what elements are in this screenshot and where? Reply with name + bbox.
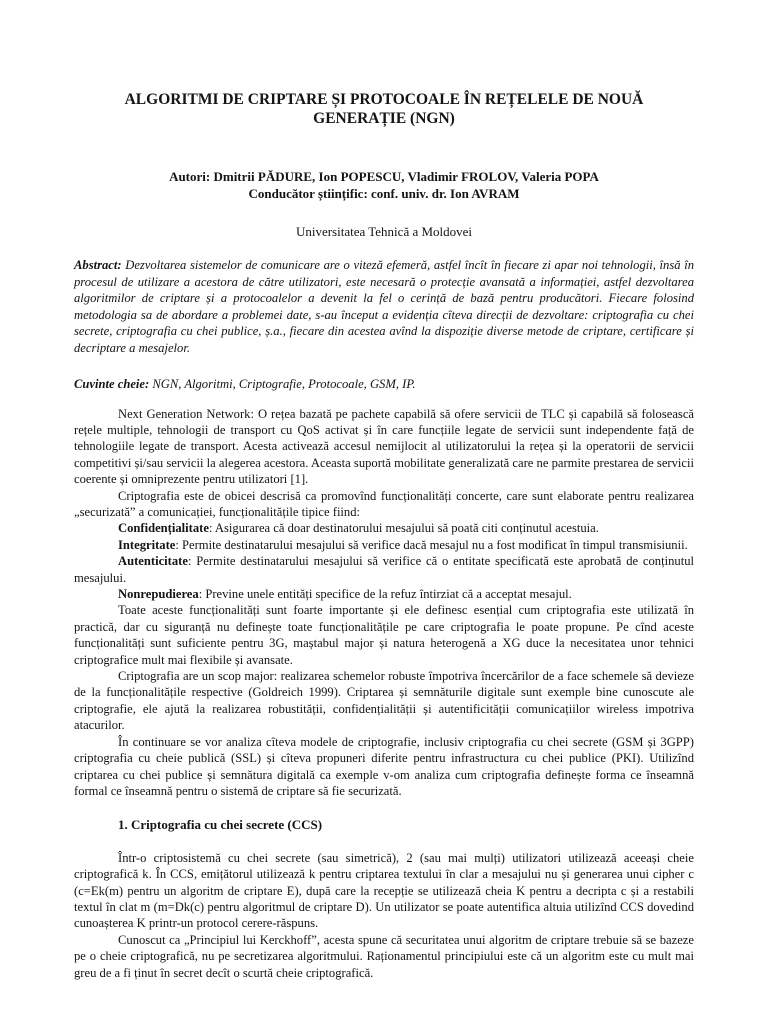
paragraph-cryptography-intro: Criptografia este de obicei descrisă ca promovînd funcționalități concerte, care sunt elaborate pentru realizarea „securizată” a comunicației, funcționalitățile tipice fiind: <box>74 488 694 519</box>
paragraph-models: În continuare se vor analiza cîteva modele de criptografie, inclusiv criptografia cu chei secrete (GSM și 3GPP) criptografia cu cheie publică (SSL) și cîteva propuneri diferite pentru infrastructura cu chei publice (PKI). Utilizînd criptarea cu chei publice și semnătura digitală ca exemple v-om analiza cum criptografia definește forma ce înseamnă formal ce înseamnă pentru o sistemă de criptare să fie securizată. <box>74 734 694 798</box>
paragraph-ngn: Next Generation Network: O rețea bazată pe pachete capabilă să ofere servicii de TLC și capabilă să folosească rețele multiple, tehnologii de transport cu QoS activat și în care funcțiile legate de servicii sunt independente față de tehnologiile legate de transport. Acesta activează accesul nemijlocit al utilizatorului la rețea și la operatorii de servicii competitivi și/sau servicii la alegerea acestora. Aceasta suportă mobilitate generalizată care ne parmite prestarea de servicii coerente și omniprezente pentru utilizatori [1]. <box>74 406 694 487</box>
definition-item <box>74 586 694 602</box>
definition-text: : Permite destinatarului mesajului să verifice dacă mesajul nu a fost modificat în timpul transmisiunii. <box>175 537 688 552</box>
paragraph-functionalities: Toate aceste funcționalități sunt foarte importante și ele definesc esențial cum criptografia este utilizată în practică, dar cu siguranță nu definește toate funcționalitățile pe care criptografia le poate propune. Pe cînd aceste funcționalități sunt suficiente pentru 3G, maștabul major și natura heterogenă a XG duce la necesitatea unor tehnici criptografice mult mai flexibile și avansate. <box>74 603 694 667</box>
keywords-label: Cuvinte cheie: <box>74 376 150 391</box>
definition-item <box>74 520 694 536</box>
definition-text: : Permite destinatarului mesajului să verifice că o entitate specificată este aprobată de conținutul mesajului. <box>74 554 694 585</box>
supervisor-line: Conducător științific: conf. univ. dr. Ion AVRAM <box>248 186 520 201</box>
paper-title: ALGORITMI DE CRIPTARE ȘI PROTOCOALE ÎN REȚELELE DE NOUĂ GENERAȚIE (NGN) <box>124 91 644 127</box>
body-text <box>74 406 694 981</box>
paragraph-kerckhoff: Cunoscut ca „Principiul lui Kerckhoff”, acesta spune că securitatea unui algoritm de criptare trebuie să se bazeze pe o cheie criptografică, nu pe secretizarea algoritmului. Raționamentul principiului este că un algoritm este cu mult mai greu de a fi ținut în secret decît o scurtă cheie criptografică. <box>74 932 694 980</box>
definition-term: Autenticitate <box>118 554 188 569</box>
keywords <box>74 377 694 392</box>
keywords-text: NGN, Algoritmi, Criptografie, Protocoale, GSM, IP. <box>152 376 416 391</box>
section-heading: 1. Criptografia cu chei secrete (CCS) <box>118 817 323 833</box>
paragraph-ccs: Într-o criptosistemă cu chei secrete (sau simetrică), 2 (sau mai mulți) utilizatori utilizează aceeași cheie criptografică k. În CCS, emițătorul utilizează k pentru criptarea textului în clar a mesajului nu și generarea unui cipher c (c=Ek(m) pentru un algoritm de criptare E), după care la recepție se utilizează cheia K pentru a decripta c și a restabili textul în clat m (m=Dk(c) pentru algoritmul de criptare D). Un utilizator se poate autentifica altuia utilizînd CCS dovedind cunoașterea K printr-un protocol cerere-răspuns. <box>74 850 694 931</box>
abstract-label: Abstract: <box>74 258 122 272</box>
university: Universitatea Tehnică a Moldovei <box>295 224 473 239</box>
authors-line: Autori: Dmitrii PĂDURE, Ion POPESCU, Vladimir FROLOV, Valeria POPA <box>169 169 599 184</box>
definition-term: Confidențialitate <box>118 521 209 536</box>
definition-item <box>74 537 694 553</box>
definition-term: Nonrepudierea <box>118 587 199 602</box>
definition-text: : Asigurarea că doar destinatorului mesajului să poată citi conținutul acestuia. <box>208 521 599 536</box>
paragraph-scope: Criptografia are un scop major: realizarea schemelor robuste împotriva încercărilor de a face schemele să devieze de la funcționalitățile respective (Goldreich 1999). Criptarea și semnăturile digitale sunt exemple bine cunoscute ale criptografie, ele ajută la realizarea robustității, confidențialității și autentificității comunicațiilor wireless impotriva atacurilor. <box>74 669 694 733</box>
definition-text: : Previne unele entități specifice de la refuz întirziat că a acceptat mesajul. <box>198 587 572 602</box>
definition-term: Integritate <box>118 537 176 552</box>
definition-item <box>74 553 694 586</box>
abstract-text: Dezvoltarea sistemelor de comunicare are o viteză efemeră, astfel încît în fiecare zi apar noi tehnologii, însă în procesul de utilizare a acestora de către utilizatori, este necesară o protecție avansată a informației, astfel dezvoltarea algoritmilor de criptare și a protocoalelor a devenit la fel o cerință de bază pentru producători. Fiecare folosind metodologia sa de abordare a problemei date, s-au început a evidenția cîteva direcții de dezvoltare: criptografia cu chei secrete, criptografia cu chei publice, ș.a., fiecare din acestea avînd la dispoziție diverse metode de criptare, certificare și decriptare a mesajelor. <box>74 258 694 355</box>
authors-block <box>74 168 694 202</box>
abstract <box>74 257 694 357</box>
